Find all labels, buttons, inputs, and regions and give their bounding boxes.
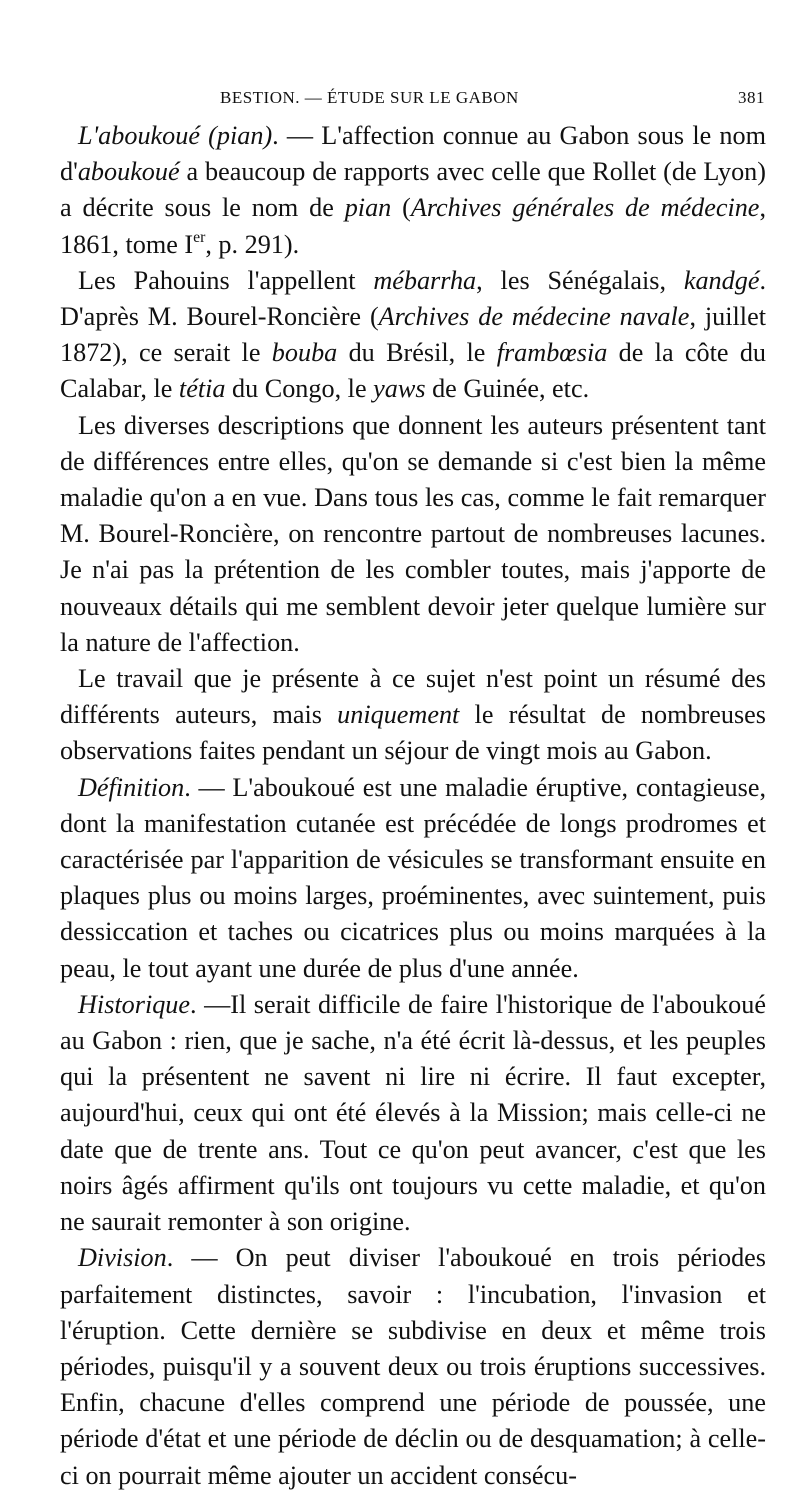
italic-run: Division [78, 1243, 167, 1273]
text-run: , les Sénégalais, [476, 265, 684, 295]
italic-run: kandgé [683, 265, 760, 295]
text-run: , p. 291). [205, 229, 300, 259]
italic-run: aboukoué [77, 157, 180, 187]
text-run: a beaucoup de rapports avec celle que Rollet (de Lyon) a décrite sous le nom de [60, 157, 766, 223]
italic-run: frambœsia [496, 338, 608, 368]
italic-run: Archives générales de médecine [410, 193, 760, 223]
italic-run: L'aboukoué (pian) [78, 121, 273, 150]
body-text [60, 118, 766, 1494]
text-run: . — On peut diviser l'aboukoué en trois périodes parfaitement distinctes, savoir : l'incubation, l'invasion et l'éruption. Cette dernière se subdivise en deux et même trois périodes, puisqu'il y a souvent deux ou trois éruptions successives. Enfin, chacune d'elles comprend une période de poussée, une période d'état et une période de déclin ou de desquamation; à celle-ci on pourrait même ajouter un accident consécu- [60, 1243, 766, 1490]
italic-run: yaws [373, 374, 426, 404]
paragraph-definition [60, 770, 766, 987]
italic-run: tétia [178, 374, 226, 404]
text-run: Les Pahouins l'appellent [78, 265, 374, 295]
text-run: de Guinée, etc. [425, 374, 590, 404]
paragraph-travail [60, 661, 766, 770]
text-run: de la côte du Calabar, le [60, 338, 767, 404]
running-head [220, 88, 765, 110]
italic-run: mébarrha [373, 265, 477, 295]
italic-run: Archives de médecine navale [378, 302, 690, 332]
text-run: le résultat de nombreuses observations faites pendant un séjour de vingt mois au Gabon. [60, 700, 766, 766]
text-run: du Brésil, le [337, 338, 497, 368]
italic-run: bouba [271, 338, 338, 368]
text-run: . —Il serait difficile de faire l'historique de l'aboukoué au Gabon : rien, que je sache, n'a été écrit là-dessus, et les peuples qui la présentent ne savent ni lire ni écrire. Il faut excepter, aujourd'hui, ceux qui ont été élevés à la Mission; mais celle-ci ne date que de trente ans. Tout ce qu'on peut avancer, c'est que les noirs âgés affirment qu'ils ont toujours vu cette maladie, et qu'on ne saurait remonter à son origine. [60, 989, 766, 1237]
superscript-run: er [193, 228, 206, 246]
paragraph-division [60, 1240, 766, 1493]
italic-run: pian [344, 193, 392, 223]
text-run: Les diverses descriptions que donnent les auteurs présentent tant de différences entre elles, qu'on se demande si c'est bien la même maladie qu'on a en vue. Dans tous les cas, comme le fait remarquer M. Bourel-Roncière, on rencontre partout de nombreuses lacunes. Je n'ai pas la prétention de les combler toutes, mais j'apporte de nouveaux détails qui me semblent devoir jeter quelque lumière sur la nature de l'affection. [60, 410, 766, 657]
paragraph-historique [60, 987, 766, 1240]
paragraph-descriptions [60, 408, 766, 661]
italic-run: uniquement [337, 700, 460, 730]
text-run: . D'après M. Bourel-Roncière ( [60, 265, 767, 332]
text-run: . — L'affection connue au Gabon sous le nom d' [60, 121, 766, 187]
italic-run: Définition [78, 772, 185, 802]
paragraph-pahouins [60, 263, 766, 408]
italic-run: Historique [78, 989, 191, 1019]
text-run: ( [391, 193, 411, 223]
text-run: , juillet 1872), ce serait le [60, 302, 766, 368]
text-run: Le travail que je présente à ce sujet n'est point un résumé des différents auteurs, mais [60, 664, 766, 730]
paragraph-aboukoue-pian [60, 118, 766, 263]
running-head-title: BESTION. — ÉTUDE SUR LE GABON [220, 88, 519, 107]
text-run: . — L'aboukoué est une maladie éruptive, contagieuse, dont la manifestation cutanée est précédée de longs prodromes et caractérisée par l'apparition de vésicules se transformant ensuite en plaques plus ou moins larges, proéminentes, avec suintement, puis dessiccation et taches ou cicatrices plus ou moins marquées à la peau, le tout ayant une durée de plus d'une année. [60, 772, 766, 983]
text-run: du Congo, le [225, 374, 374, 404]
page-number: 381 [738, 88, 765, 107]
text-run: , 1861, tome I [60, 193, 766, 259]
